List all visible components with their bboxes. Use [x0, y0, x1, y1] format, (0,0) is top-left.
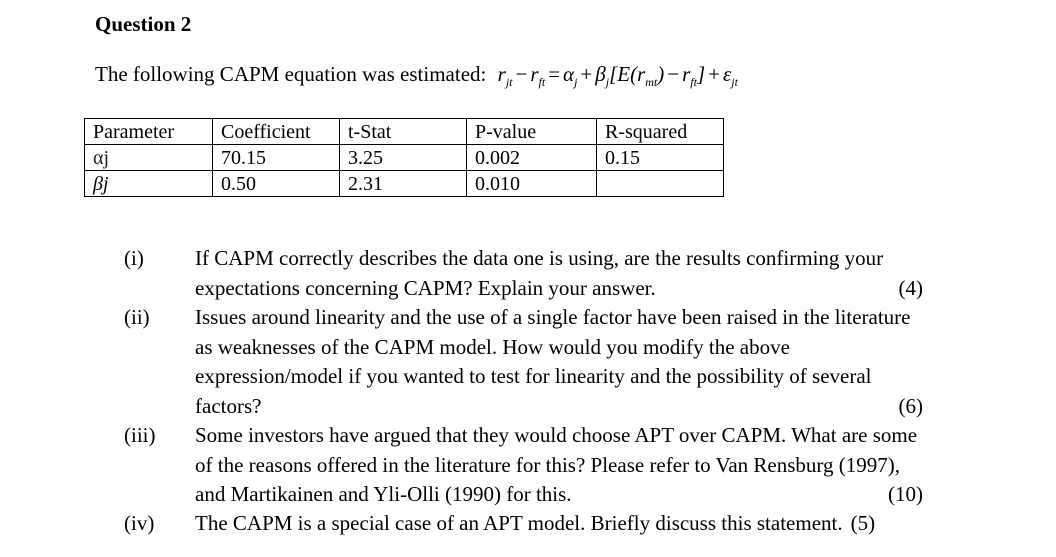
- question-item-iii: [124, 421, 974, 510]
- cell-pvalue: 0.010: [467, 171, 597, 197]
- question-number: (iii): [124, 423, 156, 447]
- question-marks: (5): [850, 511, 876, 535]
- cell-coefficient: 70.15: [213, 145, 340, 171]
- cell-parameter: αj: [85, 145, 213, 171]
- cell-tstat: 3.25: [340, 145, 467, 171]
- header-parameter: Parameter: [85, 119, 213, 145]
- cell-rsquared: [597, 171, 724, 197]
- cell-rsquared: 0.15: [597, 145, 724, 171]
- table-row: [85, 145, 724, 171]
- question-marks: (10): [888, 482, 923, 506]
- header-pvalue: P-value: [467, 119, 597, 145]
- cell-tstat: 2.31: [340, 171, 467, 197]
- question-text: Issues around linearity and the use of a single factor have been raised in the literature as weaknesses of the CAPM model. How would you modify the above expression/model if you wanted to test for linearity and the possibility of several factors? (6): [195, 303, 923, 421]
- table-header-row: [85, 119, 724, 145]
- header-coefficient: Coefficient: [213, 119, 340, 145]
- intro-text: The following CAPM equation was estimated:: [95, 62, 487, 86]
- question-marks: (4): [898, 275, 923, 300]
- table-row: [85, 171, 724, 197]
- question-text: If CAPM correctly describes the data one is using, are the results confirming your expectations concerning CAPM? Explain your answer. (4): [195, 244, 923, 303]
- header-rsquared: R-squared: [597, 119, 724, 145]
- question-number: (ii): [124, 305, 150, 329]
- question-text: Some investors have argued that they would choose APT over CAPM. What are some of the reasons offered in the literature for this? Please refer to Van Rensburg (1997), and Martikainen and Yli-Olli (1990) for this. (10): [195, 421, 923, 510]
- question-item-iv: [124, 509, 974, 539]
- header-tstat: t-Stat: [340, 119, 467, 145]
- question-number: (iv): [124, 511, 155, 535]
- cell-parameter: βj: [85, 171, 213, 197]
- question-heading: Question 2: [95, 12, 192, 36]
- question-marks: (6): [898, 393, 923, 418]
- question-item-i: [124, 244, 974, 303]
- question-text: The CAPM is a special case of an APT model. Briefly discuss this statement. (5): [195, 511, 876, 535]
- question-item-ii: [124, 303, 974, 421]
- cell-coefficient: 0.50: [213, 171, 340, 197]
- intro-line: [95, 62, 738, 90]
- results-table: [84, 118, 724, 197]
- cell-pvalue: 0.002: [467, 145, 597, 171]
- capm-equation: $r_{jt} - r_{ft} = \alpha_j + \beta_j[E(r_{mt}) - r_{ft}] + \varepsilon_{jt}$: [497, 62, 738, 90]
- question-number: (i): [124, 246, 144, 270]
